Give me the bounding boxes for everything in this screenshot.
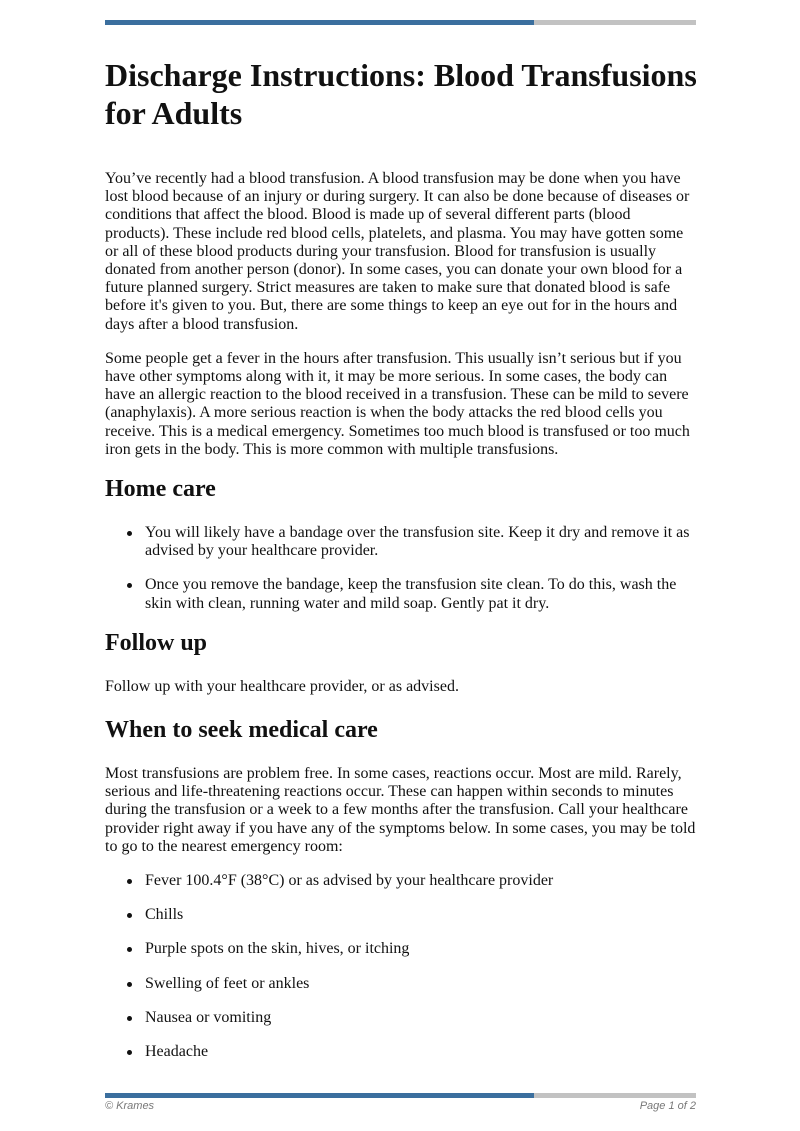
list-item: Chills [145,906,697,924]
footer-copyright: © Krames [105,1100,155,1112]
document-body [105,56,697,1077]
list-item: Fever 100.4°F (38°C) or as advised by your healthcare provider [145,872,697,890]
seek-care-text: Most transfusions are problem free. In some cases, reactions occur. Most are mild. Rarely, serious and life-threatening reactions occur. These can happen within seconds to minutes during the transfusion or a week to a few months after the transfusion. Call your healthcare provider right away if you have any of the symptoms below. In some cases, you may be told to go to the nearest emergency room: [105,765,696,855]
list-item: Headache [145,1043,697,1061]
list-item: Purple spots on the skin, hives, or itching [145,940,697,958]
top-rule-gray [534,20,696,25]
home-care-list [105,524,697,613]
intro-paragraph-1: You’ve recently had a blood transfusion. A blood transfusion may be done when you have lost blood because of an injury or during surgery. It can also be done because of diseases or conditions that affect the blood. Blood is made up of several different parts (blood products). These include red blood cells, platelets, and plasma. You may have gotten some or all of these blood products during your transfusion. Blood for transfusion is usually donated from another person (donor). In some cases, you can donate your own blood for a future planned surgery. Strict measures are taken to make sure that donated blood is safe before it's given to you. But, there are some things to keep an eye out for in the hours and days after a blood transfusion. [105,170,690,333]
seek-care-heading: When to seek medical care [105,717,378,744]
follow-up-heading: Follow up [105,629,208,656]
home-care-heading: Home care [105,476,216,503]
list-item: Swelling of feet or ankles [145,975,697,993]
list-item: Nausea or vomiting [145,1009,697,1027]
list-item: Once you remove the bandage, keep the transfusion site clean. To do this, wash the skin with clean, running water and mild soap. Gently pat it dry. [145,576,697,612]
follow-up-text: Follow up with your healthcare provider, or as advised. [105,677,459,695]
intro-paragraph-2: Some people get a fever in the hours after transfusion. This usually isn’t serious but if you have other symptoms along with it, it may be more serious. In some cases, the body can have an allergic reaction to the blood received in a transfusion. These can be mild to severe (anaphylaxis). A more serious reaction is when the body attacks the red blood cells you receive. This is a medical emergency. Sometimes too much blood is transfused or too much iron gets in the body. This is more common with multiple transfusions. [105,349,690,458]
list-item: You will likely have a bandage over the transfusion site. Keep it dry and remove it as advised by your healthcare provider. [145,524,697,560]
bottom-rule-accent [105,1093,534,1098]
symptom-list [105,872,697,1061]
footer-page-number: Page 1 of 2 [639,1100,696,1112]
page-title: Discharge Instructions: Blood Transfusions for Adults [105,57,697,131]
bottom-rule [105,1093,696,1098]
bottom-rule-gray [534,1093,696,1098]
top-rule [105,20,696,25]
top-rule-accent [105,20,534,25]
